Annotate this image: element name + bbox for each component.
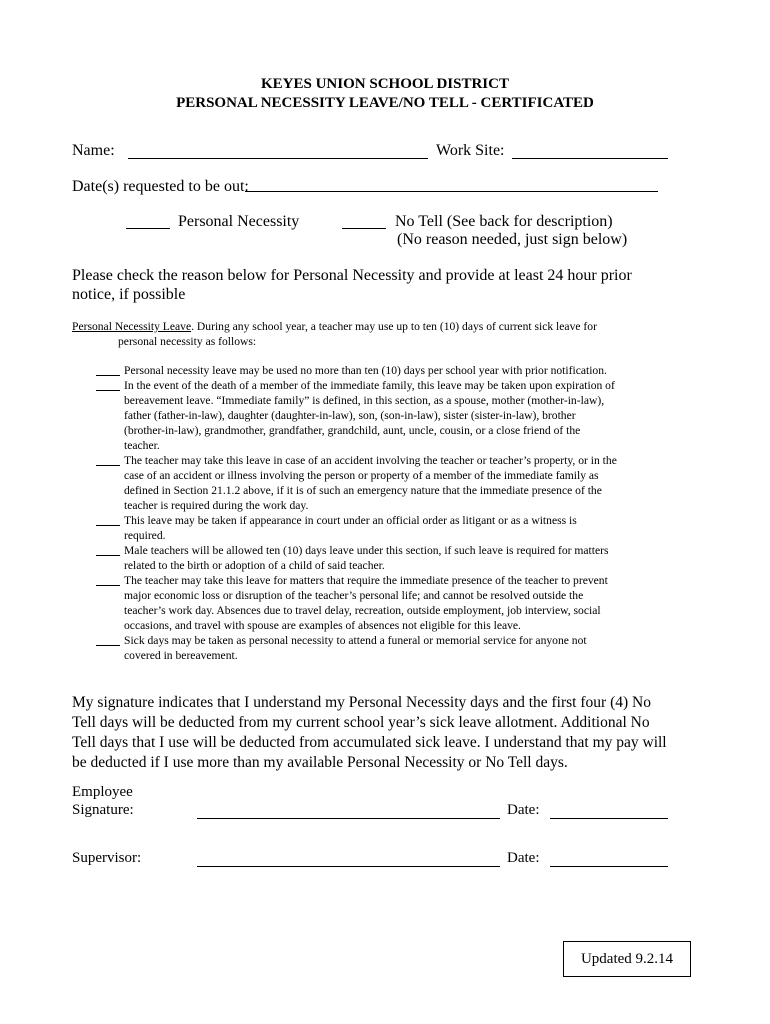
signature-label: Signature:	[72, 802, 134, 818]
policy-item-line: case of an accident or illness involving the person or property of a member of the immediate family as	[124, 469, 599, 482]
work-site-label: Work Site:	[436, 142, 505, 159]
employee-signature-field[interactable]	[197, 818, 500, 819]
personal-necessity-label: Personal Necessity	[178, 213, 300, 230]
policy-item-line: related to the birth or adoption of a child of said teacher.	[124, 559, 385, 572]
policy-intro-line2: personal necessity as follows:	[118, 335, 257, 348]
policy-item-checkbox[interactable]	[96, 645, 120, 646]
policy-item-line: The teacher may take this leave for matters that require the immediate presence of the teacher to prevent	[124, 574, 608, 587]
policy-item-line: occasions, and travel with spouse are examples of absences not eligible for this leave.	[124, 619, 521, 632]
no-tell-checkbox[interactable]	[342, 228, 386, 229]
updated-box	[563, 941, 691, 977]
policy-item-line: Male teachers will be allowed ten (10) days leave under this section, if such leave is required for matters	[124, 544, 609, 557]
policy-item-line: teacher’s work day. Absences due to travel delay, recreation, outside employment, job interview, social	[124, 604, 601, 617]
supervisor-label: Supervisor:	[72, 850, 142, 866]
dates-field[interactable]	[245, 191, 658, 192]
work-site-field[interactable]	[512, 158, 668, 159]
acknowledgement-line: Tell days will be deducted from my current school year’s sick leave allotment. Additional No	[72, 714, 650, 731]
employee-label: Employee	[72, 784, 133, 800]
policy-item-line: required.	[124, 529, 166, 542]
policy-item-line: teacher.	[124, 439, 160, 452]
employee-date-field[interactable]	[550, 818, 668, 819]
policy-item-line: The teacher may take this leave in case of an accident involving the teacher or teacher’s property, or in the	[124, 454, 617, 467]
policy-item-line: father (father-in-law), daughter (daughter-in-law), son, (son-in-law), sister (sister-in-law), brother	[124, 409, 576, 422]
district-name: KEYES UNION SCHOOL DISTRICT	[261, 76, 509, 92]
acknowledgement-line: Tell days that I use will be deducted from accumulated sick leave. I understand that my pay will	[72, 734, 667, 751]
supervisor-date-field[interactable]	[550, 866, 668, 867]
acknowledgement-line: be deducted if I use more than my available Personal Necessity or No Tell days.	[72, 754, 568, 771]
policy-item-line: defined in Section 21.1.2 above, if it is of such an emergency nature that the immediate presence of the	[124, 484, 602, 497]
policy-item-line: In the event of the death of a member of the immediate family, this leave may be taken upon expiration of	[124, 379, 615, 392]
name-label: Name:	[72, 142, 115, 159]
dates-label: Date(s) requested to be out:	[72, 178, 249, 195]
policy-heading: Personal Necessity Leave	[72, 320, 192, 333]
policy-item-line: bereavement leave. “Immediate family” is defined, in this section, as a spouse, mother (mother-in-law),	[124, 394, 605, 407]
policy-intro	[72, 319, 692, 334]
supervisor-signature-field[interactable]	[197, 866, 500, 867]
policy-item-checkbox[interactable]	[96, 525, 120, 526]
policy-item-checkbox[interactable]	[96, 375, 120, 376]
policy-item-line: covered in bereavement.	[124, 649, 238, 662]
policy-item-line: major economic loss or disruption of the teacher’s personal life; and cannot be resolved outside the	[124, 589, 584, 602]
personal-necessity-checkbox[interactable]	[126, 228, 170, 229]
no-tell-note: (No reason needed, just sign below)	[397, 231, 628, 248]
policy-item-checkbox[interactable]	[96, 585, 120, 586]
policy-item-line: teacher is required during the work day.	[124, 499, 309, 512]
name-field[interactable]	[128, 158, 428, 159]
policy-item-line: Sick days may be taken as personal necessity to attend a funeral or memorial service for anyone not	[124, 634, 587, 647]
supervisor-date-label: Date:	[507, 850, 540, 866]
policy-item-line: (brother-in-law), grandmother, grandfather, grandchild, aunt, uncle, cousin, or a close friend of the	[124, 424, 581, 437]
policy-item-checkbox[interactable]	[96, 465, 120, 466]
policy-item-checkbox[interactable]	[96, 555, 120, 556]
updated-text: Updated 9.2.14	[580, 950, 674, 967]
employee-date-label: Date:	[507, 802, 540, 818]
acknowledgement-line: My signature indicates that I understand my Personal Necessity days and the first four (4) No	[72, 694, 651, 711]
policy-item-line: Personal necessity leave may be used no more than ten (10) days per school year with prior notification.	[124, 364, 607, 377]
no-tell-label: No Tell (See back for description)	[395, 213, 613, 230]
policy-item-line: This leave may be taken if appearance in court under an official order as litigant or as a witness is	[124, 514, 577, 527]
instruction-text: Please check the reason below for Personal Necessity and provide at least 24 hour prior notice, if possible	[72, 267, 632, 303]
form-title: PERSONAL NECESSITY LEAVE/NO TELL - CERTIFICATED	[176, 95, 594, 111]
acknowledgement-paragraph	[72, 693, 712, 773]
policy-intro-text: . During any school year, a teacher may use up to ten (10) days of current sick leave for	[191, 320, 597, 333]
policy-item-checkbox[interactable]	[96, 390, 120, 391]
